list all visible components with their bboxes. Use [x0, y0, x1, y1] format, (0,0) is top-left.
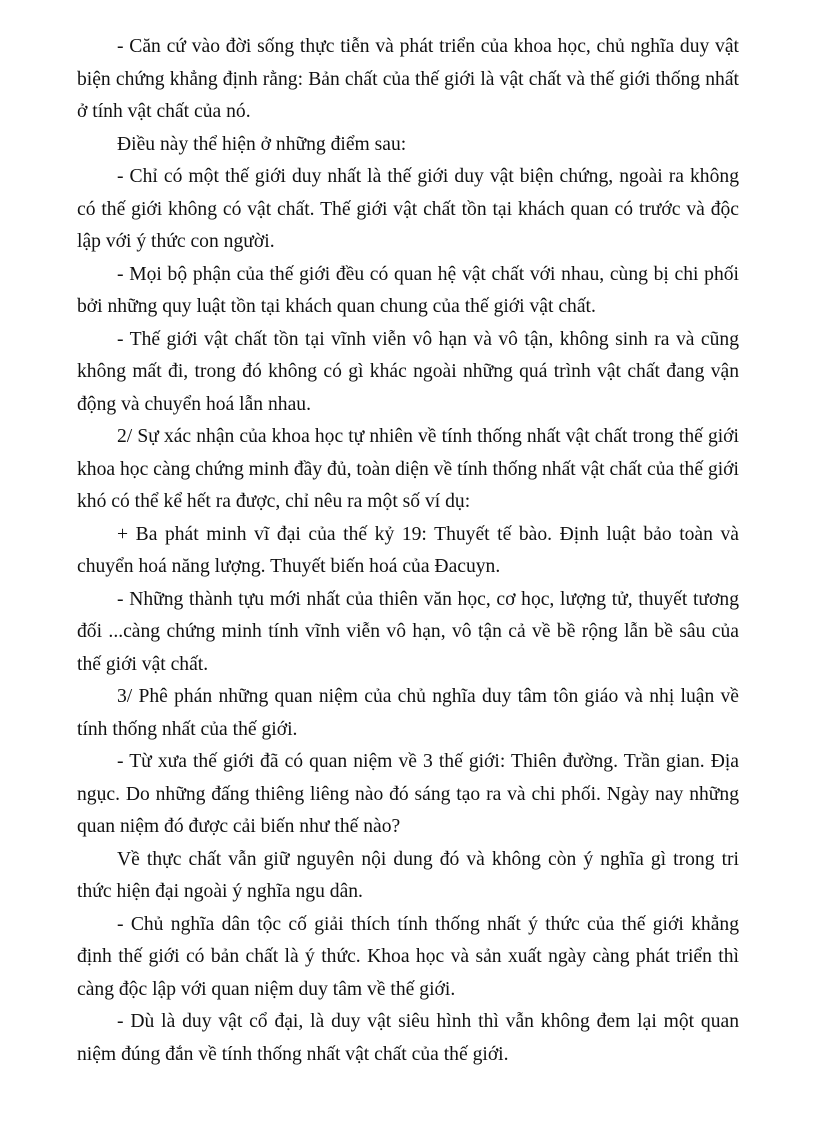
paragraph-essence-unchanged: Về thực chất vẫn giữ nguyên nội dung đó và không còn ý nghĩa gì trong tri thức hiện đại ngoài ý nghĩa ngu dân.	[77, 848, 739, 902]
paragraph-section-2-heading: 2/ Sự xác nhận của khoa học tự nhiên về tính thống nhất vật chất trong thế giới khoa học càng chứng minh đầy đủ, toàn diện về tính thống nhất vật chất của thế giới khó có thể kể hết ra được, chỉ nêu ra một số ví dụ:	[77, 426, 739, 512]
paragraph-one-world: - Chỉ có một thế giới duy nhất là thế giới duy vật biện chứng, ngoài ra không có thế giới không có vật chất. Thế giới vật chất tồn tại khách quan có trước và độc lập với ý thức con người.	[77, 166, 739, 252]
paragraph-nationalism: - Chủ nghĩa dân tộc cố giải thích tính thống nhất ý thức của thế giới khẳng định thế giới có bản chất là ý thức. Khoa học và sản xuất ngày càng phát triển thì càng độc lập với quan niệm duy tâm về thế giới.	[77, 913, 739, 1000]
document-page	[77, 31, 739, 1071]
paragraph-eternal-world: - Thế giới vật chất tồn tại vĩnh viễn vô hạn và vô tận, không sinh ra và cũng không mất đi, trong đó không có gì khác ngoài những quá trình vật chất đang vận động và chuyển hoá lẫn nhau.	[77, 328, 739, 415]
paragraph-material-relations: - Mọi bộ phận của thế giới đều có quan hệ vật chất với nhau, cùng bị chi phối bởi những quy luật tồn tại khách quan chung của thế giới vật chất.	[77, 263, 739, 317]
paragraph-intro-points: Điều này thể hiện ở những điểm sau:	[117, 133, 407, 155]
paragraph-ancient-materialism: - Dù là duy vật cổ đại, là duy vật siêu hình thì vẫn không đem lại một quan niệm đúng đắn về tính thống nhất vật chất của thế giới.	[77, 1011, 739, 1065]
paragraph-three-worlds: - Từ xưa thế giới đã có quan niệm về 3 thế giới: Thiên đường. Trần gian. Địa ngục. Do những đấng thiêng liêng nào đó sáng tạo ra và chi phối. Ngày nay những quan niệm đó được cải biến như thế nào?	[77, 751, 739, 837]
paragraph-modern-achievements: - Những thành tựu mới nhất của thiên văn học, cơ học, lượng tử, thuyết tương đối ...càng chứng minh tính vĩnh viễn vô hạn, vô tận cả về bề rộng lẫn bề sâu của thế giới vật chất.	[77, 588, 739, 675]
paragraph-dialectical-materialism: - Căn cứ vào đời sống thực tiễn và phát triển của khoa học, chủ nghĩa duy vật biện chứng khẳng định rằng: Bản chất của thế giới là vật chất và thế giới thống nhất ở tính vật chất của nó.	[77, 36, 739, 122]
paragraph-section-3-heading: 3/ Phê phán những quan niệm của chủ nghĩa duy tâm tôn giáo và nhị luận về tính thống nhất của thế giới.	[77, 686, 739, 740]
paragraph-three-discoveries: + Ba phát minh vĩ đại của thế kỷ 19: Thuyết tế bào. Định luật bảo toàn và chuyển hoá năng lượng. Thuyết biến hoá của Đacuyn.	[77, 523, 739, 577]
